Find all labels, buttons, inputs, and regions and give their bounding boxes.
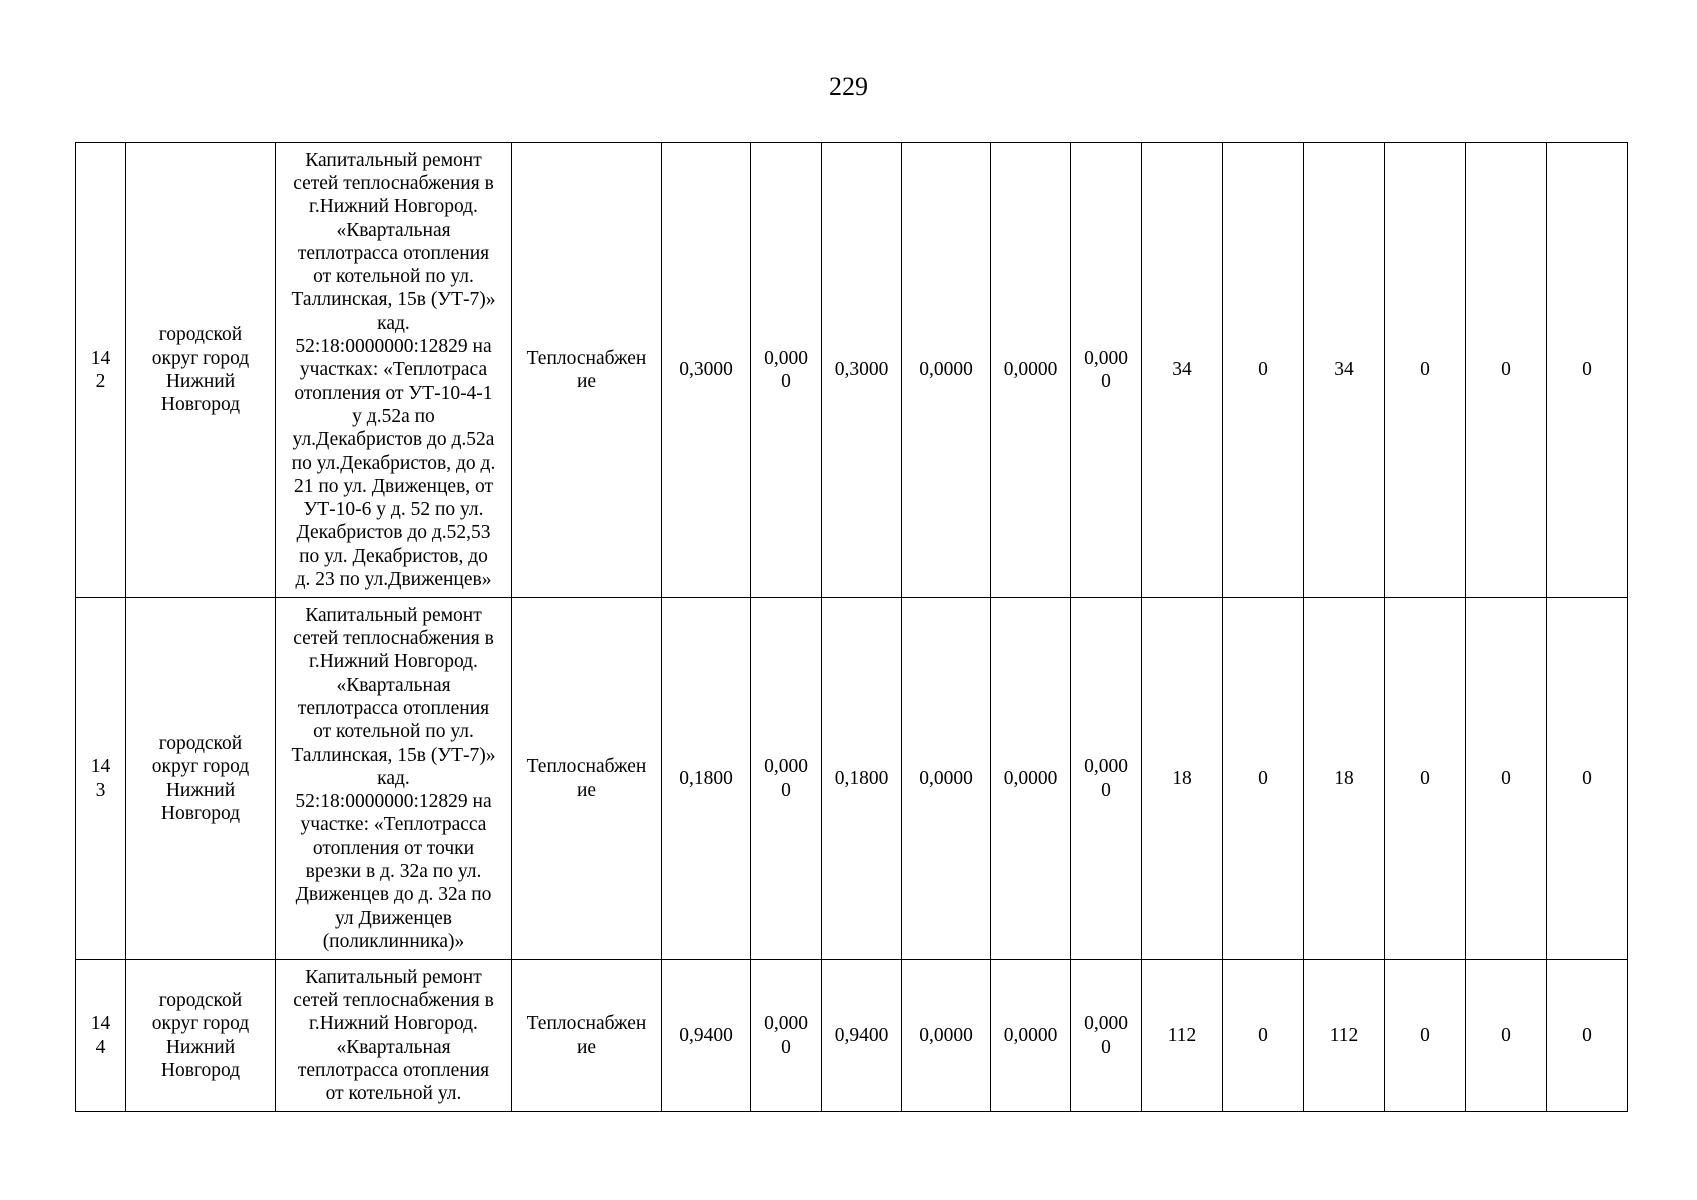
amount-cell: 0 — [1466, 598, 1547, 960]
amount-cell: 112 — [1142, 960, 1223, 1112]
service-type-cell: Теплоснабжен ие — [512, 143, 662, 598]
amount-cell: 0 — [1547, 960, 1628, 1112]
value-cell: 0,9400 — [822, 960, 902, 1112]
value-cell: 0,0000 — [991, 960, 1071, 1112]
value-cell: 0,000 0 — [1071, 598, 1142, 960]
amount-cell: 0 — [1466, 960, 1547, 1112]
row-number-cell: 14 3 — [76, 598, 126, 960]
amount-cell: 0 — [1466, 143, 1547, 598]
value-cell: 0,000 0 — [751, 143, 822, 598]
investment-program-table — [75, 142, 1628, 1112]
value-cell: 0,000 0 — [1071, 960, 1142, 1112]
service-type-cell: Теплоснабжен ие — [512, 598, 662, 960]
municipality-cell: городской округ город Нижний Новгород — [126, 143, 276, 598]
page-number: 229 — [829, 72, 868, 101]
amount-cell: 18 — [1304, 598, 1385, 960]
row-number-cell: 14 2 — [76, 143, 126, 598]
amount-cell: 0 — [1223, 960, 1304, 1112]
amount-cell: 0 — [1385, 143, 1466, 598]
amount-cell: 0 — [1385, 598, 1466, 960]
value-cell: 0,1800 — [662, 598, 751, 960]
value-cell: 0,0000 — [902, 598, 991, 960]
row-number-cell: 14 4 — [76, 960, 126, 1112]
project-description-cell: Капитальный ремонт сетей теплоснабжения в г.Нижний Новгород. «Квартальная теплотрасса отопления от котельной по ул. Таллинская, 15в (УТ-7)» кад. 52:18:0000000:12829 на участке: «Теплотрасса отопления от точки врезки в д. 32а по ул. Движенцев до д. 32а по ул Движенцев (поликлинника)» — [276, 598, 512, 960]
value-cell: 0,000 0 — [1071, 143, 1142, 598]
value-cell: 0,0000 — [991, 598, 1071, 960]
table-row — [76, 143, 1628, 598]
amount-cell: 0 — [1547, 598, 1628, 960]
value-cell: 0,1800 — [822, 598, 902, 960]
value-cell: 0,3000 — [822, 143, 902, 598]
amount-cell: 0 — [1385, 960, 1466, 1112]
amount-cell: 34 — [1304, 143, 1385, 598]
project-description-cell: Капитальный ремонт сетей теплоснабжения в г.Нижний Новгород. «Квартальная теплотрасса отопления от котельной ул. — [276, 960, 512, 1112]
value-cell: 0,0000 — [902, 960, 991, 1112]
value-cell: 0,9400 — [662, 960, 751, 1112]
value-cell: 0,000 0 — [751, 960, 822, 1112]
municipality-cell: городской округ город Нижний Новгород — [126, 598, 276, 960]
amount-cell: 0 — [1223, 143, 1304, 598]
project-description-cell: Капитальный ремонт сетей теплоснабжения в г.Нижний Новгород. «Квартальная теплотрасса отопления от котельной по ул. Таллинская, 15в (УТ-7)» кад. 52:18:0000000:12829 на участках: «Теплотраса отопления от УТ-10-4-1 у д.52а по ул.Декабристов до д.52а по ул.Декабристов, до д. 21 по ул. Движенцев, от УТ-10-6 у д. 52 по ул. Декабристов до д.52,53 по ул. Декабристов, до д. 23 по ул.Движенцев» — [276, 143, 512, 598]
value-cell: 0,000 0 — [751, 598, 822, 960]
amount-cell: 0 — [1223, 598, 1304, 960]
amount-cell: 34 — [1142, 143, 1223, 598]
amount-cell: 18 — [1142, 598, 1223, 960]
municipality-cell: городской округ город Нижний Новгород — [126, 960, 276, 1112]
table-row — [76, 598, 1628, 960]
amount-cell: 112 — [1304, 960, 1385, 1112]
value-cell: 0,0000 — [991, 143, 1071, 598]
amount-cell: 0 — [1547, 143, 1628, 598]
value-cell: 0,3000 — [662, 143, 751, 598]
value-cell: 0,0000 — [902, 143, 991, 598]
service-type-cell: Теплоснабжен ие — [512, 960, 662, 1112]
table-row — [76, 960, 1628, 1112]
